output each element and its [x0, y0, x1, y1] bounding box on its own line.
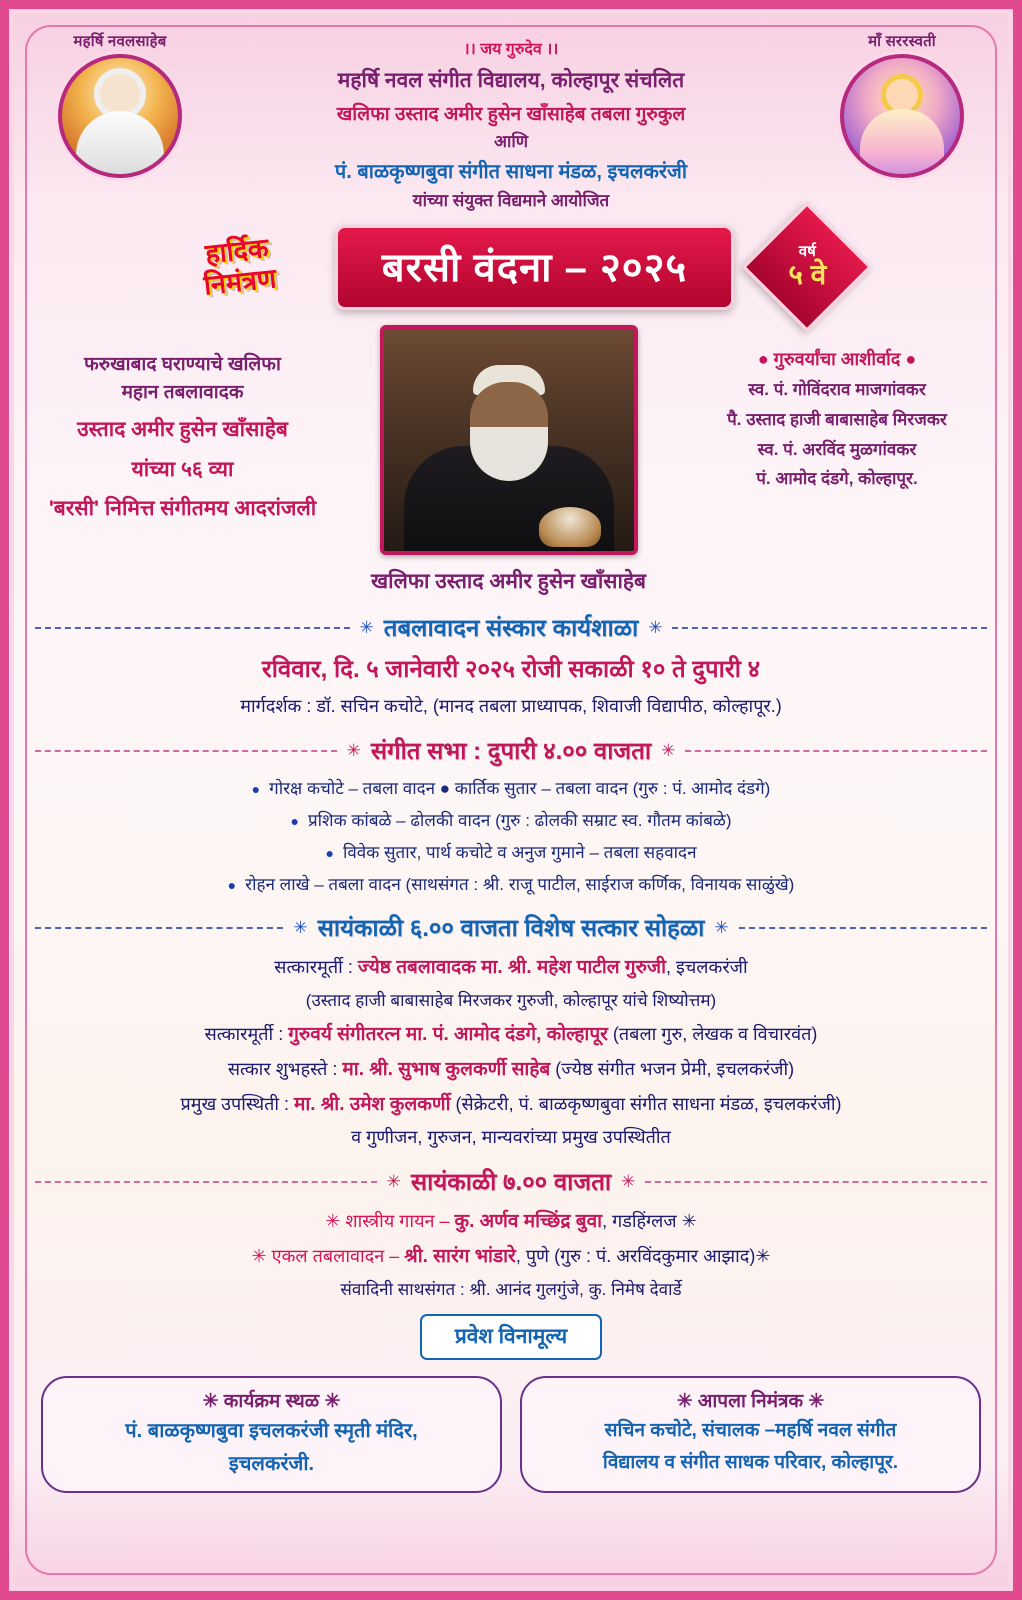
bullet-icon: ● [251, 781, 261, 797]
row-suffix: संवादिनी साथसंगत : श्री. आनंद गुलगुंजे, कु. निमेष देवार्डे [340, 1280, 682, 1299]
satkar-section-header [35, 911, 987, 944]
satkar-heading: सायंकाळी ६.०० वाजता विशेष सत्कार सोहळा [317, 915, 705, 942]
row-prefix: ✳ शास्त्रीय गायन – [325, 1211, 455, 1231]
list-item [35, 840, 987, 863]
divider-left [35, 927, 283, 929]
tribute-text-block [35, 325, 330, 524]
workshop-heading: तबलावादन संस्कार कार्यशाळा [383, 615, 639, 642]
row-highlight: श्री. सारंग भांडारे [404, 1246, 516, 1267]
star-icon: ✳ [648, 617, 663, 637]
satkar-row [35, 988, 987, 1011]
evening-row [35, 1242, 987, 1268]
row-suffix: व गुणीजन, गुरुजन, मान्यवरांच्या प्रमुख उपस्थितीत [351, 1127, 671, 1147]
inviter-line-1: सचिन कचोटे, संचालक –महर्षि नवल संगीत [604, 1420, 897, 1441]
venue-box [41, 1376, 502, 1493]
tribute-line-2: महान तबलावादक [121, 381, 244, 403]
blessings-list [687, 375, 987, 494]
year-diamond-badge [742, 202, 872, 332]
list-item-label: रोहन लाखे – तबला वादन (साथसंगत : श्री. राजू पाटील, साईराज कर्णिक, विनायक साळुंखे) [245, 875, 795, 894]
right-figure-caption: माँ सररस्वती [868, 33, 936, 50]
row-highlight: मा. श्री. सुभाष कुलकर्णी साहेब [342, 1059, 551, 1080]
satkar-row [35, 1055, 987, 1081]
satkar-row [35, 1125, 987, 1149]
workshop-guide: मार्गदर्शक : डॉ. सचिन कचोटे, (मानद तबला प्राध्यापक, शिवाजी विद्यापीठ, कोल्हापूर.) [240, 696, 782, 716]
divider-right [672, 627, 987, 629]
ustad-photo [380, 325, 638, 555]
row-suffix: (ज्येष्ठ संगीत भजन प्रेमी, इचलकरंजी) [550, 1059, 795, 1079]
bullet-icon: ● [290, 813, 299, 829]
org-line-2: खलिफा उस्ताद अमीर हुसेन खाँसाहेब तबला गुरुकुल [336, 104, 686, 125]
satkar-row [35, 953, 987, 979]
blessings-block [687, 325, 987, 494]
satkar-row [35, 1020, 987, 1046]
hardik-line-2: निमंत्रण [202, 263, 278, 301]
list-item [35, 808, 987, 831]
hardik-nimantran-stamp [153, 227, 324, 306]
list-item-label: प्रशिक कांबळे – ढोलकी वादन (गुरु : ढोलकी सम्राट स्व. गौतम कांबळे) [307, 811, 732, 830]
right-figure-block [817, 31, 987, 178]
sabha-section-header [35, 734, 987, 767]
star-icon: ✳ [293, 917, 308, 937]
left-figure-caption: महर्षि नवलसाहेब [73, 33, 167, 50]
row-highlight: मा. श्री. उमेश कुलकर्णी [294, 1094, 451, 1115]
tribute-line-3: उस्ताद अमीर हुसेन खाँसाहेब [77, 418, 288, 442]
star-icon: ✳ [661, 740, 676, 760]
year-value: ५ वे [788, 259, 827, 291]
divider-left [35, 627, 350, 629]
star-icon: ✳ [346, 740, 361, 760]
year-label: वर्ष [798, 243, 816, 261]
sabha-heading: संगीत सभा : दुपारी ४.०० वाजता [370, 738, 652, 765]
row-highlight: गुरुवर्य संगीतरत्न मा. पं. आमोद दंडगे, कोल्हापूर [288, 1024, 608, 1045]
evening-row [35, 1277, 987, 1300]
row-highlight: कु. अर्णव मच्छिंद्र बुवा [454, 1211, 603, 1232]
blessing-item: स्व. पं. अरविंद मुळगांवकर [757, 439, 917, 459]
row-prefix: ✳ एकल तबलावादन – [251, 1246, 405, 1266]
venue-line-1: पं. बाळकृष्णबुवा इचलकरंजी स्मृती मंदिर, [125, 1420, 418, 1442]
bullet-icon: ● [227, 877, 237, 893]
star-icon: ✳ [714, 917, 729, 937]
hardik-line-1: हार्दिक [203, 232, 270, 270]
list-item [35, 776, 987, 799]
venue-title: ✳ कार्यक्रम स्थळ ✳ [202, 1391, 341, 1412]
evening-section-header [35, 1165, 987, 1198]
saraswati-portrait-icon [840, 54, 964, 178]
list-item [35, 872, 987, 895]
sabha-performer-list [35, 776, 987, 895]
divider-right [645, 1181, 987, 1183]
event-title-banner: बरसी वंदना – २०२५ [335, 225, 734, 310]
divider-right [685, 750, 987, 752]
blessing-item: पं. आमोद दंडगे, कोल्हापूर. [756, 469, 918, 489]
footer-boxes [41, 1376, 981, 1493]
header-row [35, 31, 987, 211]
row-highlight: ज्येष्ठ तबलावादक मा. श्री. महेश पाटील गुरुजी [357, 957, 667, 978]
saint-illustration [62, 58, 178, 174]
star-icon: ✳ [621, 1171, 636, 1191]
portrait-column [338, 325, 679, 595]
satkar-row [35, 1090, 987, 1116]
evening-row [35, 1207, 987, 1233]
evening-heading: सायंकाळी ७.०० वाजता [410, 1169, 612, 1196]
row-suffix: (उस्ताद हाजी बाबासाहेब मिरजकर गुरुजी, कोल्हापूर यांचे शिष्योत्तम) [305, 991, 717, 1010]
saint-portrait-icon [58, 54, 182, 178]
row-prefix: सत्कार शुभहस्ते : [227, 1059, 343, 1079]
list-item-label: गोरक्ष कचोटे – तबला वादन ● कार्तिक सुतार – तबला वादन (गुरु : पं. आमोद दंडगे) [269, 779, 771, 798]
blessings-title: ● गुरुवर्यांचा आशीर्वाद ● [757, 349, 917, 369]
org-line-4: यांच्या संयुक्त विद्यमाने आयोजित [412, 191, 610, 210]
row-prefix: सत्कारमूर्ती : [204, 1024, 289, 1044]
row-prefix: सत्कारमूर्ती : [274, 957, 358, 977]
row-suffix: , पुणे (गुरु : पं. अरविंदकुमार आझाद)✳ [515, 1246, 771, 1266]
row-suffix: , गडहिंग्लज ✳ [602, 1211, 697, 1231]
tribute-line-5: 'बरसी' निमित्त संगीतमय आदरांजली [48, 496, 317, 520]
tabla-icon [539, 507, 601, 547]
row-prefix: प्रमुख उपस्थिती : [180, 1094, 295, 1114]
org-conjunction: आणि [493, 132, 529, 151]
divider-right [739, 927, 987, 929]
year-badge-wrap [748, 221, 866, 313]
row-suffix: , इचलकरंजी [666, 957, 748, 977]
list-item-label: विवेक सुतार, पार्थ कचोटे व अनुज गुमाने – तबला सहवादन [342, 843, 697, 862]
poster-content [9, 9, 1013, 1503]
divider-left [35, 1181, 377, 1183]
org-line-1: महर्षि नवल संगीत विद्यालय, कोल्हापूर संचलित [337, 69, 685, 92]
star-icon: ✳ [386, 1171, 401, 1191]
header-text-block [205, 31, 817, 211]
org-line-3: पं. बाळकृष्णबुवा संगीत साधना मंडळ, इचलकरंजी [334, 161, 688, 183]
tribute-line-1: फरुखाबाद घराण्याचे खलिफा [84, 354, 281, 375]
jai-gurudev-text: ।। जय गुरुदेव ।। [463, 41, 559, 58]
workshop-date: रविवार, दि. ५ जानेवारी २०२५ रोजी सकाळी १० ते दुपारी ४ [261, 656, 761, 683]
venue-line-2: इचलकरंजी. [228, 1453, 315, 1475]
entry-free-badge: प्रवेश विनामूल्य [420, 1314, 602, 1360]
inviter-box [520, 1376, 981, 1493]
tribute-row [35, 325, 987, 595]
saraswati-illustration [844, 58, 960, 174]
row-suffix: (सेक्रेटरी, पं. बाळकृष्णबुवा संगीत साधना मंडळ, इचलकरंजी) [450, 1094, 842, 1114]
title-banner-row [35, 221, 987, 313]
inviter-title: ✳ आपला निमंत्रक ✳ [676, 1391, 825, 1412]
row-suffix: (तबला गुरु, लेखक व विचारवंत) [607, 1024, 818, 1044]
inviter-line-2: विद्यालय व संगीत साधक परिवार, कोल्हापूर. [602, 1451, 899, 1473]
tribute-line-4: यांच्या ५६ व्या [131, 457, 234, 481]
blessing-item: स्व. पं. गोविंदराव माजगांवकर [748, 380, 926, 399]
workshop-section-header [35, 611, 987, 644]
star-icon: ✳ [359, 617, 374, 637]
portrait-caption: खलिफा उस्ताद अमीर हुसेन खाँसाहेब [370, 570, 647, 593]
divider-left [35, 750, 337, 752]
left-figure-block [35, 31, 205, 178]
evening-rows [35, 1207, 987, 1300]
blessing-item: पै. उस्ताद हाजी बाबासाहेब मिरजकर [727, 409, 947, 429]
satkar-rows [35, 953, 987, 1149]
bullet-icon: ● [325, 845, 334, 861]
